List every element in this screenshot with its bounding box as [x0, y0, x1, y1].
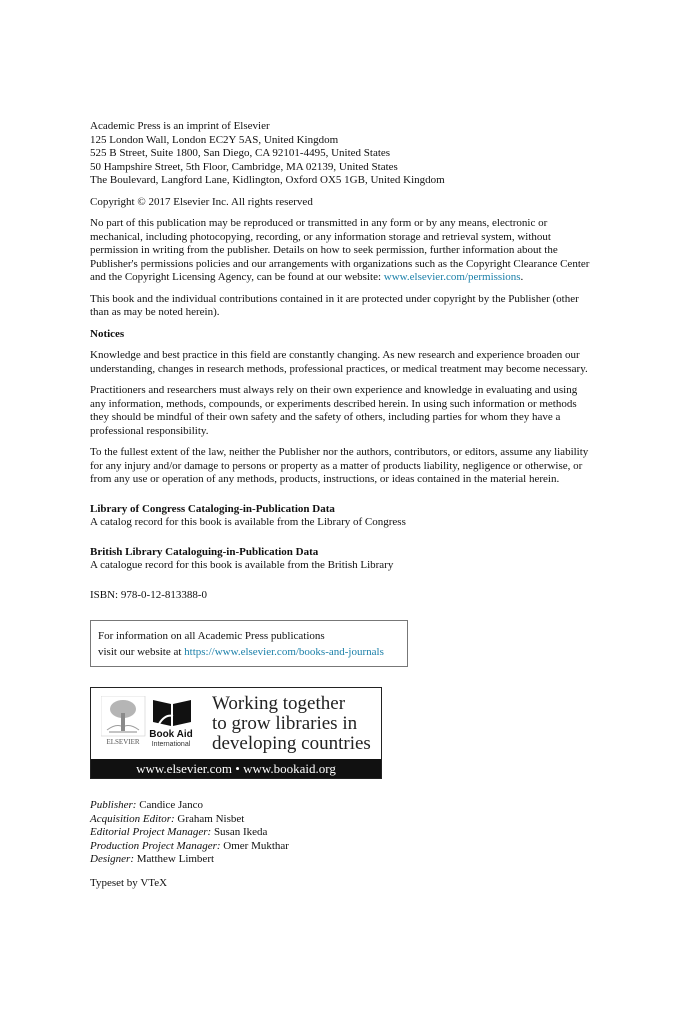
british-library-heading: British Library Cataloguing-in-Publication Data	[90, 545, 319, 558]
imprint-line: 525 B Street, Suite 1800, San Diego, CA 92101-4495, United States	[90, 147, 391, 159]
credit-role: Production Project Manager:	[90, 839, 221, 852]
british-library-text: A catalogue record for this book is available from the British Library	[90, 559, 394, 571]
imprint-line: 50 Hampshire Street, 5th Floor, Cambridge, MA 02139, United States	[90, 160, 398, 173]
permissions-link[interactable]: www.elsevier.com/permissions	[383, 271, 521, 283]
credit-name: Susan Ikeda	[213, 826, 268, 838]
credit-line	[90, 799, 590, 813]
british-library-section	[90, 546, 590, 573]
credit-line	[90, 853, 590, 867]
copyright-page	[90, 120, 590, 890]
imprint-line: The Boulevard, Langford Lane, Kidlington, Oxford OX5 1GB, United Kingdom	[90, 174, 445, 186]
credit-line	[90, 840, 590, 854]
notice-paragraph: Practitioners and researchers must always rely on their own experience and knowledge in evaluating and using any information, methods, compounds, or experiments described herein. In using such information or methods they should be mindful of their own safety and the safety of others, including parties for whom they have a professional responsibility.	[90, 384, 578, 437]
credit-role: Designer:	[90, 853, 134, 865]
credit-line	[90, 826, 590, 840]
tagline-line: developing countries	[212, 733, 371, 754]
info-box-prefix: visit our website at	[98, 645, 182, 658]
elsevier-label: ELSEVIER	[106, 738, 140, 746]
book-aid-icon	[153, 700, 191, 726]
loc-section	[90, 503, 590, 530]
book-aid-label: Book Aid	[149, 729, 193, 740]
books-journals-link[interactable]: https://www.elsevier.com/books-and-journals	[184, 645, 384, 658]
isbn: ISBN: 978-0-12-813388-0	[90, 588, 208, 601]
elsevier-tree-logo	[101, 696, 145, 736]
notices-heading: Notices	[90, 327, 125, 340]
book-aid-logos	[101, 696, 205, 748]
copyright-line: Copyright © 2017 Elsevier Inc. All rights reserved	[90, 195, 313, 208]
credits	[90, 799, 590, 867]
permissions-paragraph	[90, 217, 590, 285]
credit-line	[90, 813, 590, 827]
info-box	[90, 620, 408, 667]
imprint-line: Academic Press is an imprint of Elsevier	[90, 120, 270, 132]
book-aid-footer: www.elsevier.com • www.bookaid.org	[91, 759, 381, 778]
notice-paragraph: Knowledge and best practice in this field are constantly changing. As new research and experience broaden our understanding, changes in research methods, professional practices, or medical treatment may become necessary.	[90, 349, 588, 375]
loc-heading: Library of Congress Cataloging-in-Publication Data	[90, 502, 335, 515]
permissions-period: .	[520, 271, 524, 283]
loc-text: A catalog record for this book is available from the Library of Congress	[90, 516, 406, 528]
typeset-line: Typeset by VTeX	[90, 876, 168, 889]
protection-paragraph: This book and the individual contributions contained in it are protected under copyright by the Publisher (other than as may be noted herein).	[90, 292, 579, 318]
info-box-line	[98, 645, 400, 661]
imprint-line: 125 London Wall, London EC2Y 5AS, United Kingdom	[90, 133, 339, 146]
credit-name: Graham Nisbet	[177, 812, 245, 825]
credit-role: Publisher:	[90, 799, 137, 811]
imprint-address	[90, 120, 590, 188]
credit-role: Editorial Project Manager:	[90, 826, 212, 838]
book-aid-banner	[90, 687, 382, 779]
permissions-text: No part of this publication may be reproduced or transmitted in any form or by any means, electronic or mechanical, including photocopying, recording, or any information storage and retrieval system, without permission in writing from the publisher. Details on how to seek permission, further information about the Publisher's permissions policies and our arrangements with organizations such as the Copyright Clearance Center and the Copyright Licensing Agency, can be found at our website:	[90, 217, 590, 283]
notice-paragraph: To the fullest extent of the law, neither the Publisher nor the authors, contributors, or editors, assume any liability for any injury and/or damage to persons or property as a matter of products liability, negligence or otherwise, or from any use or operation of any methods, products, instructions, or ideas contained in the material herein.	[90, 446, 589, 485]
tagline-line: Working together	[212, 693, 346, 714]
tagline-line: to grow libraries in	[212, 713, 358, 734]
credit-name: Candice Janco	[139, 799, 204, 811]
info-box-line: For information on all Academic Press publications	[98, 630, 325, 642]
book-aid-tagline	[212, 694, 371, 754]
international-label: International	[151, 741, 191, 748]
credit-role: Acquisition Editor:	[90, 812, 175, 825]
credit-name: Matthew Limbert	[136, 853, 215, 865]
credit-name: Omer Mukthar	[223, 839, 289, 852]
